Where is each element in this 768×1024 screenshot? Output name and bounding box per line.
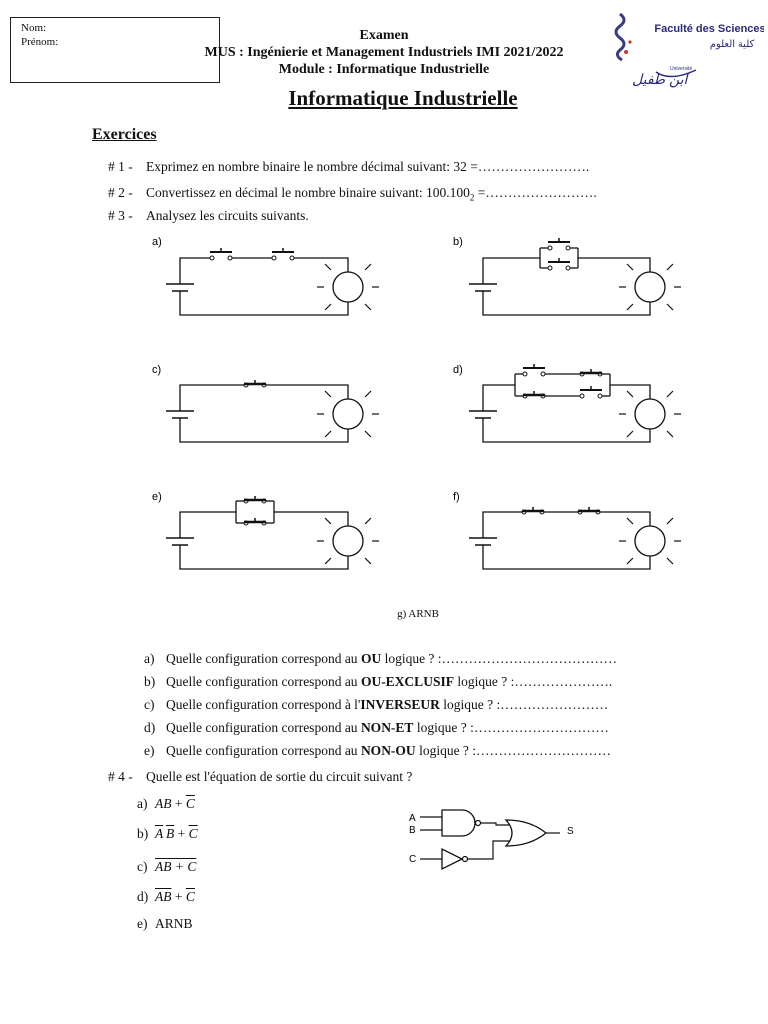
subquestion-c-blank: logique ? :…………………… bbox=[439, 697, 609, 712]
answer-d-operator: + bbox=[171, 889, 186, 904]
input-a-label: A bbox=[409, 813, 416, 824]
section-heading: Exercices bbox=[92, 126, 157, 143]
question-2-blank: =……………………. bbox=[474, 185, 597, 200]
answer-d-letter: d) bbox=[137, 889, 149, 904]
circuit-d-label: d) bbox=[453, 364, 463, 376]
logo-script-text: ابن طفيل bbox=[632, 71, 688, 87]
subquestion-c-text: Quelle configuration correspond à l' bbox=[166, 697, 361, 712]
question-1 bbox=[108, 159, 589, 175]
circuit-c bbox=[152, 364, 379, 442]
question-1-text: Exprimez en nombre binaire le nombre décimal suivant: 32 =……………………. bbox=[146, 159, 590, 174]
answer-b bbox=[137, 826, 198, 842]
circuit-d bbox=[453, 364, 681, 442]
subquestion-d-text: Quelle configuration correspond au bbox=[166, 720, 361, 735]
subquestion-c bbox=[144, 697, 608, 713]
subquestion-d bbox=[144, 720, 609, 736]
question-3-number: # 3 - bbox=[108, 208, 133, 223]
answer-b-term3: $\overline{C}$ bbox=[188, 826, 198, 841]
answer-a-letter: a) bbox=[137, 796, 148, 811]
answer-b-letter: b) bbox=[137, 826, 149, 841]
circuit-f bbox=[453, 491, 681, 569]
nom-label: Nom: bbox=[21, 22, 47, 34]
circuit-a-label: a) bbox=[152, 236, 162, 248]
answer-d-term2: $\overline{C}$ bbox=[185, 889, 195, 904]
circuit-a bbox=[152, 236, 379, 315]
question-4 bbox=[108, 769, 412, 785]
answer-e-letter: e) bbox=[137, 916, 148, 931]
or-gate bbox=[506, 820, 546, 846]
question-1-number: # 1 - bbox=[108, 159, 133, 174]
subquestion-d-blank: logique ? :………………………… bbox=[413, 720, 609, 735]
not-gate bbox=[442, 849, 468, 869]
subquestion-b bbox=[144, 674, 612, 690]
subquestion-d-letter: d) bbox=[144, 720, 156, 735]
prenom-label: Prénom: bbox=[21, 36, 59, 48]
subquestion-b-text: Quelle configuration correspond au bbox=[166, 674, 361, 689]
answer-a bbox=[137, 796, 195, 812]
module-label: Module : Informatique Industrielle bbox=[278, 62, 490, 77]
question-2-base: 2 bbox=[469, 192, 475, 203]
subquestion-a-letter: a) bbox=[144, 651, 155, 666]
circuits-diagram bbox=[0, 230, 768, 630]
subquestion-a-blank: logique ? :………………………………… bbox=[381, 651, 618, 666]
program-label: MUS : Ingénierie et Management Industriels IMI 2021/2022 bbox=[204, 45, 564, 60]
subquestion-c-letter: c) bbox=[144, 697, 155, 712]
answer-b-operator: + bbox=[174, 826, 189, 841]
exam-label: Examen bbox=[359, 28, 409, 43]
subquestion-e-text: Quelle configuration correspond au bbox=[166, 743, 361, 758]
subquestion-b-blank: logique ? :…………………. bbox=[453, 674, 613, 689]
subquestion-e-keyword: NON-OU bbox=[360, 743, 416, 758]
question-4-text: Quelle est l'équation de sortie du circuit suivant ? bbox=[146, 769, 413, 784]
subquestion-a-keyword: OU bbox=[360, 651, 382, 666]
subquestion-e-letter: e) bbox=[144, 743, 155, 758]
nand-gate bbox=[442, 810, 481, 836]
circuit-f-label: f) bbox=[453, 491, 460, 503]
option-g-label: g) ARNB bbox=[397, 608, 439, 620]
logo-univ-text: Université bbox=[670, 66, 693, 72]
subquestion-b-letter: b) bbox=[144, 674, 156, 689]
logo-fr-text: Faculté des Sciences bbox=[654, 23, 764, 35]
circuit-c-label: c) bbox=[152, 364, 162, 376]
circuit-b bbox=[453, 236, 681, 315]
answer-b-term2: $\overline{B}$ bbox=[165, 826, 175, 841]
input-c-label: C bbox=[409, 854, 417, 865]
subquestion-e-blank: logique ? :………………………… bbox=[415, 743, 612, 758]
question-2-number: # 2 - bbox=[108, 185, 133, 200]
logo-ar-text: كلية العلوم bbox=[709, 39, 755, 50]
subquestion-e bbox=[144, 743, 611, 759]
circuit-b-label: b) bbox=[453, 236, 463, 248]
input-b-label: B bbox=[409, 825, 416, 836]
answer-c-letter: c) bbox=[137, 859, 148, 874]
answer-c-term1: AB + C bbox=[155, 859, 197, 874]
answer-b-term1: $\overline{A}$ bbox=[155, 826, 164, 841]
circuit-e bbox=[152, 491, 379, 569]
page-title: Informatique Industrielle bbox=[288, 86, 518, 110]
answer-a-operator: + bbox=[171, 796, 186, 811]
question-2-text: Convertissez en décimal le nombre binaire suivant: 100.100 bbox=[146, 185, 470, 200]
logic-circuit bbox=[400, 805, 590, 880]
answer-d-term1: $\overline{AB}$ bbox=[155, 889, 172, 904]
answer-d bbox=[137, 889, 195, 905]
subquestion-a bbox=[144, 651, 617, 667]
answer-e bbox=[137, 916, 193, 932]
answer-a-term1: AB bbox=[155, 796, 172, 811]
subquestion-c-keyword: INVERSEUR bbox=[360, 697, 440, 712]
question-4-number: # 4 - bbox=[108, 769, 133, 784]
circuit-e-label: e) bbox=[152, 491, 162, 503]
output-s-label: S bbox=[567, 826, 574, 837]
subquestion-a-text: Quelle configuration correspond au bbox=[166, 651, 361, 666]
subquestion-b-keyword: OU-EXCLUSIF bbox=[360, 674, 454, 689]
question-3-text: Analysez les circuits suivants. bbox=[146, 208, 309, 223]
question-2 bbox=[108, 185, 597, 203]
answer-c bbox=[137, 859, 196, 875]
question-3 bbox=[108, 208, 309, 224]
answer-a-term2: $\overline{C}$ bbox=[185, 796, 195, 811]
subquestion-d-keyword: NON-ET bbox=[360, 720, 414, 735]
answer-e-term1: ARNB bbox=[155, 916, 193, 931]
